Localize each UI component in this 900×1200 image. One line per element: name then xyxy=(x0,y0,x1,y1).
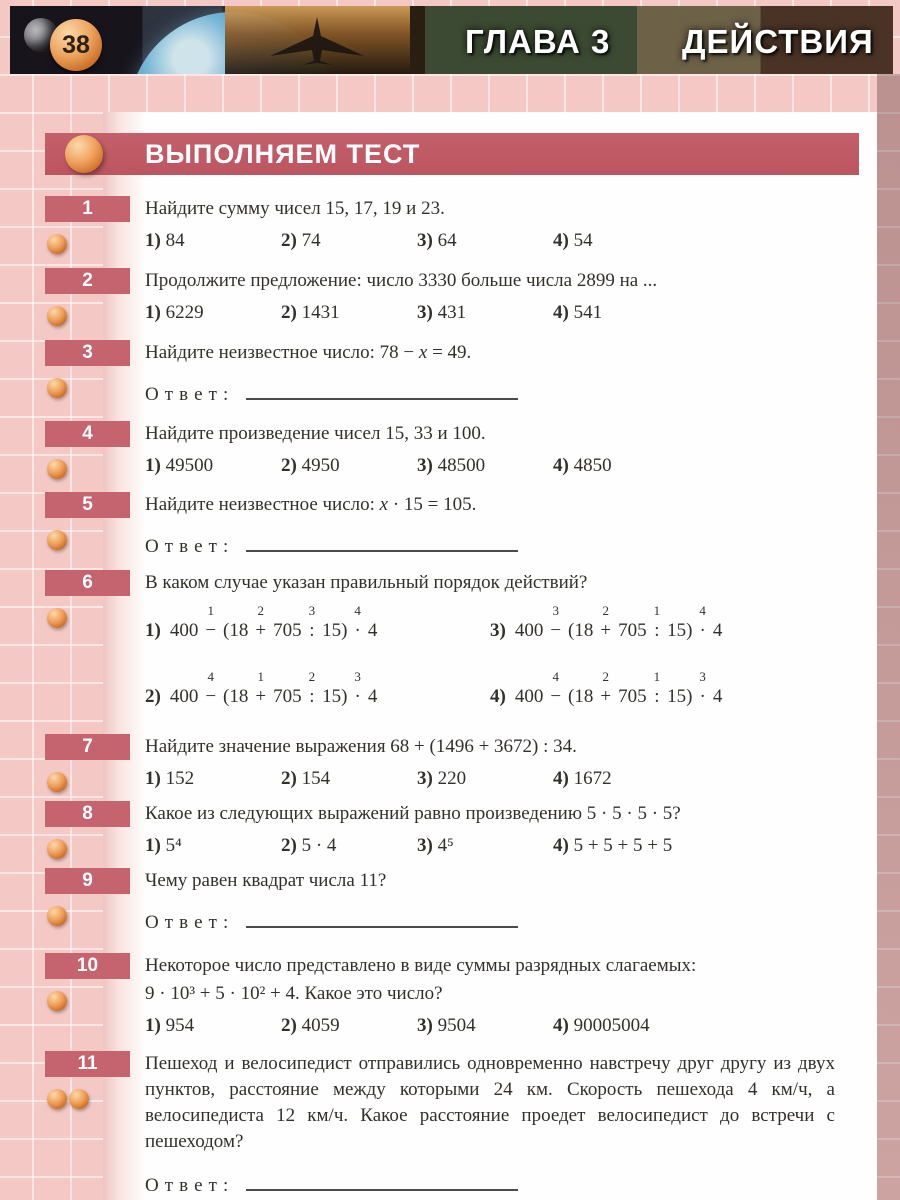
option: 4) 54 xyxy=(553,230,593,251)
option: 3) 64 xyxy=(417,230,457,251)
difficulty-ball-icon xyxy=(47,530,67,550)
question-4-gutter xyxy=(45,421,140,479)
expression-variant: 3) 400 3 − (18 2 + 705 1 : 15) 4 · 4 xyxy=(490,603,723,641)
option: 1) 49500 xyxy=(145,455,214,476)
question-text: Пешеход и велосипедист отправились одновременно навстречу друг другу из двух пунктов, расстояние между которыми 24 км. Скорость пешехода 4 км/ч, а велосипедиста 12 км/ч. Какое расстояние проедет велосипедист до встречи с пешеходом? xyxy=(145,1053,835,1152)
option: 3) 431 xyxy=(417,302,467,323)
answer-options xyxy=(145,766,835,792)
option: 4) 541 xyxy=(553,302,603,323)
question-number-badge: 4 xyxy=(45,421,130,447)
operator-with-order: 3 · xyxy=(699,669,706,707)
chapter-label: ГЛАВА 3 xyxy=(465,23,611,60)
question-3 xyxy=(82,340,835,408)
chapter-title: ДЕЙСТВИЯ xyxy=(682,23,874,60)
question-4 xyxy=(82,421,835,479)
difficulty-ball-icon xyxy=(47,459,67,479)
question-7-gutter xyxy=(45,734,140,792)
option: 2) 4950 xyxy=(281,455,340,476)
operator-with-order: 3 · xyxy=(354,669,361,707)
question-text: Найдите произведение чисел 15, 33 и 100. xyxy=(145,423,486,444)
answer-blank-line xyxy=(246,1171,518,1191)
question-text: Продолжите предложение: число 3330 больше числа 2899 на ... xyxy=(145,270,658,291)
question-text: Найдите значение выражения 68 + (1496 + 3672) : 34. xyxy=(145,736,577,757)
option: 1) 954 xyxy=(145,1015,195,1036)
option: 3) 48500 xyxy=(417,455,486,476)
option: 3) 4⁵ xyxy=(417,835,454,856)
question-number-badge: 11 xyxy=(45,1051,130,1077)
section-banner xyxy=(45,133,859,175)
question-number-badge: 2 xyxy=(45,268,130,294)
question-3-gutter xyxy=(45,340,140,398)
question-8-gutter xyxy=(45,801,140,859)
answer-row xyxy=(145,380,835,408)
questions-column xyxy=(76,196,835,1199)
expression-variant: 4) 400 4 − (18 2 + 705 1 : 15) 3 · 4 xyxy=(490,669,723,707)
operator-with-order: 3 : xyxy=(308,603,316,641)
answer-options xyxy=(145,300,835,326)
question-9 xyxy=(82,868,835,936)
operator-with-order: 4 · xyxy=(354,603,361,641)
option: 4) 1672 xyxy=(553,768,612,789)
question-text: В каком случае указан правильный порядок действий? xyxy=(145,572,588,593)
answer-label: Ответ: xyxy=(145,536,235,557)
operator-with-order: 2 : xyxy=(308,669,316,707)
question-number-badge: 3 xyxy=(45,340,130,366)
answer-options xyxy=(145,833,835,859)
operator-with-order: 1 : xyxy=(653,669,661,707)
option: 3) 220 xyxy=(417,768,467,789)
operator-with-order: 2 + xyxy=(600,603,612,641)
answer-blank-line xyxy=(246,532,518,552)
option: 1) 6229 xyxy=(145,302,204,323)
difficulty-ball-icon xyxy=(47,378,67,398)
question-6 xyxy=(82,570,835,708)
option: 2) 74 xyxy=(281,230,321,251)
operator-with-order: 1 + xyxy=(255,669,267,707)
answer-row xyxy=(145,1171,835,1199)
question-number-badge: 6 xyxy=(45,570,130,596)
math-variable: x xyxy=(418,342,428,363)
difficulty-ball-icon xyxy=(47,234,67,254)
question-5 xyxy=(82,492,835,560)
question-formula: 9 · 10³ + 5 · 10² + 4. Какое это число? xyxy=(145,983,443,1004)
question-9-gutter xyxy=(45,868,140,926)
answer-blank-line xyxy=(246,380,518,400)
banner-ball-icon xyxy=(65,135,103,173)
answer-label: Ответ: xyxy=(145,384,235,405)
operator-with-order: 4 − xyxy=(550,669,562,707)
question-2 xyxy=(82,268,835,326)
difficulty-ball-icon xyxy=(47,906,67,926)
difficulty-ball-icon xyxy=(47,991,67,1011)
operator-with-order: 2 + xyxy=(600,669,612,707)
question-text: Чему равен квадрат числа 11? xyxy=(145,870,387,891)
question-6-gutter xyxy=(45,570,140,628)
answer-blank-line xyxy=(246,908,518,928)
question-text: Найдите неизвестное число: 78 − x = 49. xyxy=(145,342,472,363)
question-11-gutter xyxy=(45,1051,140,1109)
operator-with-order: 4 · xyxy=(699,603,706,641)
question-number-badge: 10 xyxy=(45,953,130,979)
question-10-gutter xyxy=(45,953,140,1011)
difficulty-ball-icon xyxy=(47,1089,67,1109)
answer-options xyxy=(145,1013,835,1039)
option: 1) 5⁴ xyxy=(145,835,182,856)
book-page xyxy=(76,112,877,1200)
question-1-gutter xyxy=(45,196,140,254)
page-number: 38 xyxy=(62,30,90,59)
expression-variant: 1) 400 1 − (18 2 + 705 3 : 15) 4 · 4 xyxy=(145,603,378,641)
option: 2) 5 · 4 xyxy=(281,835,337,856)
page-number-ball xyxy=(50,19,102,71)
page-edge-shadow xyxy=(877,74,900,1200)
option: 4) 90005004 xyxy=(553,1015,650,1036)
question-11 xyxy=(77,1051,835,1199)
difficulty-ball-icon xyxy=(47,772,67,792)
option: 4) 5 + 5 + 5 + 5 xyxy=(553,835,673,856)
option: 2) 4059 xyxy=(281,1015,340,1036)
section-title: ВЫПОЛНЯЕМ ТЕСТ xyxy=(145,138,421,169)
question-text: Некоторое число представлено в виде суммы разрядных слагаемых: xyxy=(145,955,697,976)
question-5-gutter xyxy=(45,492,140,550)
question-number-badge: 7 xyxy=(45,734,130,760)
question-text: Какое из следующих выражений равно произведению 5 · 5 · 5 · 5? xyxy=(145,803,681,824)
operator-with-order: 4 − xyxy=(205,669,217,707)
question-number-badge: 5 xyxy=(45,492,130,518)
answer-row xyxy=(145,908,835,936)
question-8 xyxy=(82,801,835,859)
operator-with-order: 1 − xyxy=(205,603,217,641)
answer-label: Ответ: xyxy=(145,1175,235,1196)
difficulty-ball-icon xyxy=(69,1089,89,1109)
operator-with-order: 3 − xyxy=(550,603,562,641)
question-10 xyxy=(76,953,835,1039)
question-2-gutter xyxy=(45,268,140,326)
option: 4) 4850 xyxy=(553,455,612,476)
operator-with-order: 1 : xyxy=(653,603,661,641)
option: 1) 152 xyxy=(145,768,195,789)
question-text: Найдите неизвестное число: x · 15 = 105. xyxy=(145,494,477,515)
difficulty-ball-icon xyxy=(47,306,67,326)
difficulty-ball-icon xyxy=(47,839,67,859)
answer-options xyxy=(145,453,835,479)
question-1 xyxy=(82,196,835,254)
question-number-badge: 8 xyxy=(45,801,130,827)
question-number-badge: 1 xyxy=(45,196,130,222)
question-text: Найдите сумму чисел 15, 17, 19 и 23. xyxy=(145,198,445,219)
expression-variant: 2) 400 4 − (18 1 + 705 2 : 15) 3 · 4 xyxy=(145,669,378,707)
difficulty-ball-icon xyxy=(47,608,67,628)
answer-label: Ответ: xyxy=(145,912,235,933)
expression-variants xyxy=(145,604,835,708)
option: 3) 9504 xyxy=(417,1015,476,1036)
question-7 xyxy=(82,734,835,792)
answer-row xyxy=(145,532,835,560)
airplane-icon xyxy=(262,14,372,68)
option: 1) 84 xyxy=(145,230,185,251)
operator-with-order: 2 + xyxy=(255,603,267,641)
chapter-header-band xyxy=(10,6,893,74)
math-variable: x xyxy=(379,494,389,515)
question-number-badge: 9 xyxy=(45,868,130,894)
option: 2) 154 xyxy=(281,768,331,789)
option: 2) 1431 xyxy=(281,302,340,323)
answer-options xyxy=(145,228,835,254)
